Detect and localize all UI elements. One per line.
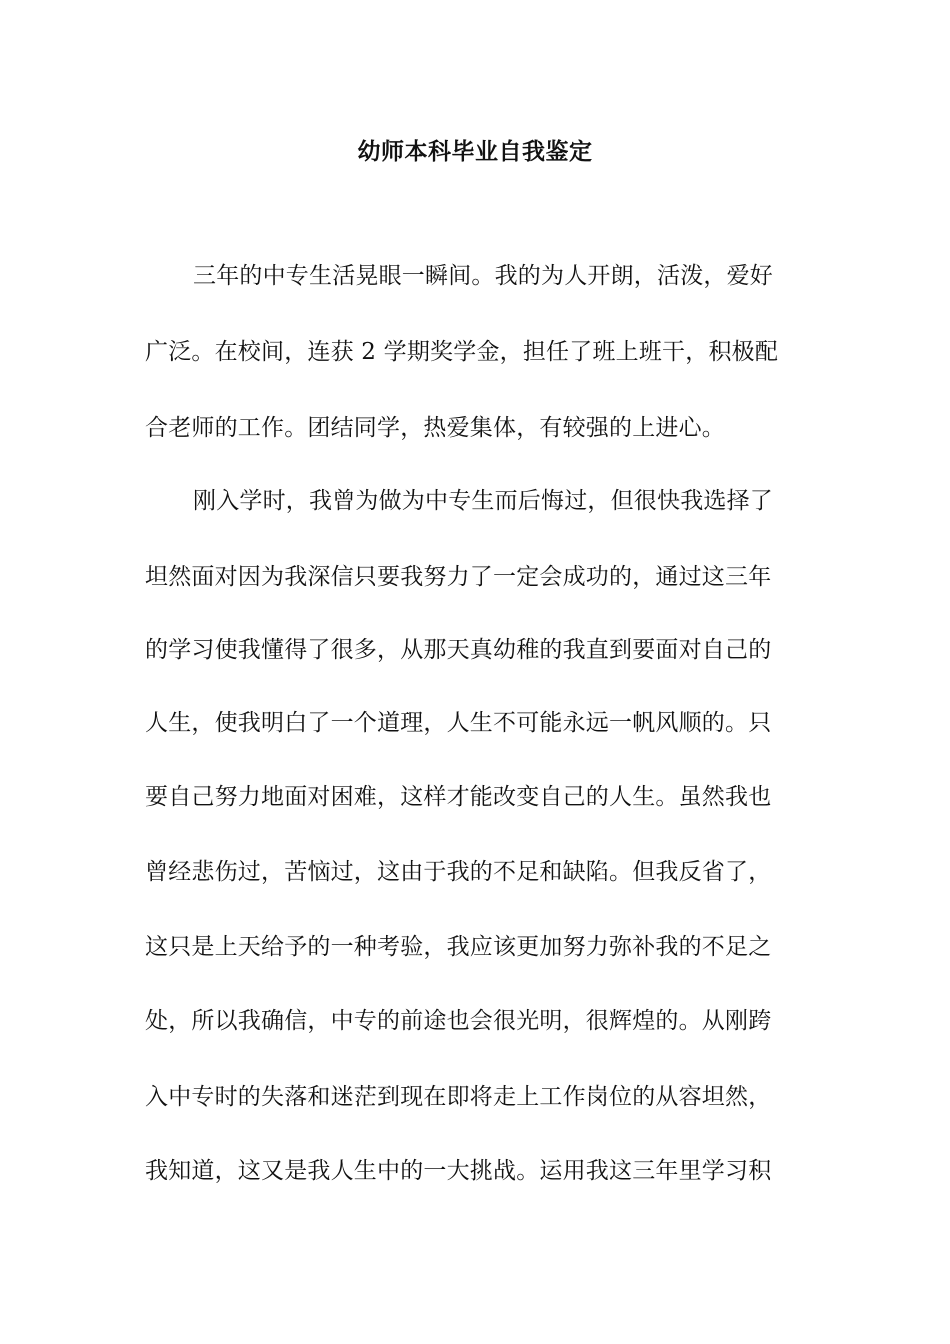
paragraph-line: 入中专时的失落和迷茫到现在即将走上工作岗位的从容坦然， bbox=[145, 1084, 772, 1110]
paragraph-line: 三年的中专生活晃眼一瞬间。我的为人开朗，活泼，爱好 bbox=[193, 263, 773, 289]
paragraph-line: 人生，使我明白了一个道理，人生不可能永远一帆风顺的。只 bbox=[145, 710, 772, 736]
document-title: 幼师本科毕业自我鉴定 bbox=[357, 139, 593, 165]
paragraph-line: 处，所以我确信，中专的前途也会很光明，很辉煌的。从刚跨 bbox=[145, 1008, 772, 1034]
paragraph-line: 广泛。在校间，连获 2 学期奖学金，担任了班上班干，积极配 bbox=[145, 339, 779, 365]
paragraph-line: 要自己努力地面对困难，这样才能改变自己的人生。虽然我也 bbox=[145, 784, 772, 810]
paragraph-line: 合老师的工作。团结同学，热爱集体，有较强的上进心。 bbox=[145, 415, 725, 441]
paragraph-line: 我知道，这又是我人生中的一大挑战。运用我这三年里学习积 bbox=[145, 1158, 772, 1184]
paragraph-line: 坦然面对因为我深信只要我努力了一定会成功的，通过这三年 bbox=[145, 564, 772, 590]
paragraph-line: 的学习使我懂得了很多，从那天真幼稚的我直到要面对自己的 bbox=[145, 637, 772, 663]
paragraph-line: 曾经悲伤过，苦恼过，这由于我的不足和缺陷。但我反省了， bbox=[145, 859, 772, 885]
paragraph-line: 这只是上天给予的一种考验，我应该更加努力弥补我的不足之 bbox=[145, 934, 772, 960]
paragraph-line: 刚入学时，我曾为做为中专生而后悔过，但很快我选择了 bbox=[193, 488, 773, 514]
